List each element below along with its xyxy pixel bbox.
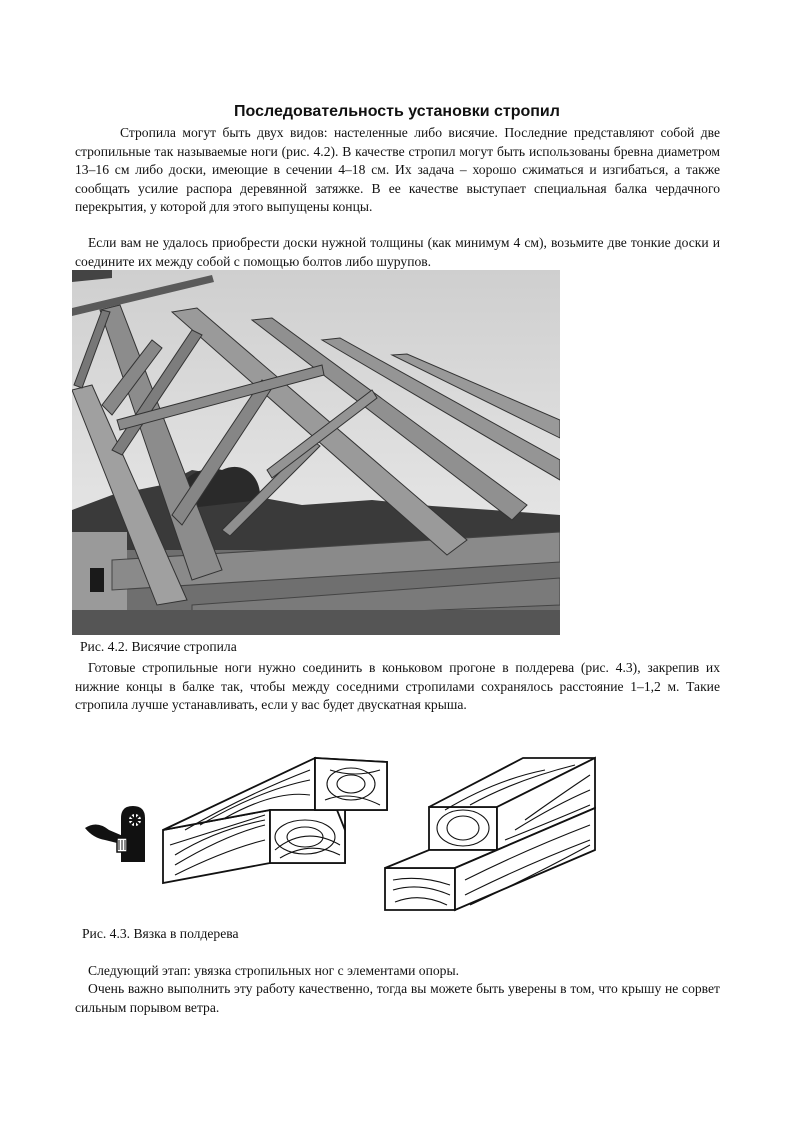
hanging-rafters-photo (72, 270, 560, 635)
reader-mascot-icon (85, 806, 145, 862)
half-lap-joint-right (385, 758, 595, 910)
figure-4-3-caption: Рис. 4.3. Вязка в полдерева (82, 926, 239, 941)
page-title: Последовательность установки стропил (234, 103, 560, 120)
half-lap-joint-figure (75, 750, 615, 920)
paragraph-next-step: Следующий этап: увязка стропильных ног с элементами опоры. (88, 963, 460, 978)
paragraph-ridge-joint: Готовые стропильные ноги нужно соединить в коньковом прогоне в полдерева (рис. 4.3), закрепив их нижние концы в балке так, чтобы между соседними стропилами сохранялось расстояние 1–1,2 м. Такие стропила лучше устанавливать, если у вас будет двускатная крыша. (75, 660, 720, 712)
paragraph-wind-warning: Очень важно выполнить эту работу качественно, тогда вы можете быть уверены в том, что крышу не сорвет сильным порывом ветра. (75, 981, 720, 1015)
paragraph-thin-boards: Если вам не удалось приобрести доски нужной толщины (как минимум 4 см), возьмите две тонкие доски и соедините их между собой с помощью болтов либо шурупов. (75, 235, 720, 269)
figure-4-2-caption: Рис. 4.2. Висячие стропила (80, 639, 237, 654)
half-lap-joint-left (163, 758, 387, 883)
paragraph-intro: Стропила могут быть двух видов: настеленные либо висячие. Последние представляют собой две стропильные так называемые ноги (рис. 4.2). В качестве стропил могут быть использованы бревна диаметром 13–16 см либо доски, имеющие в сечении 4–18 см. Их задача – хорошо сжиматься и изгибаться, а также сообщать усилие распора деревянной затяжке. В ее качестве выступает специальная балка чердачного перекрытия, у которой для этого выпущены концы. (75, 125, 720, 214)
